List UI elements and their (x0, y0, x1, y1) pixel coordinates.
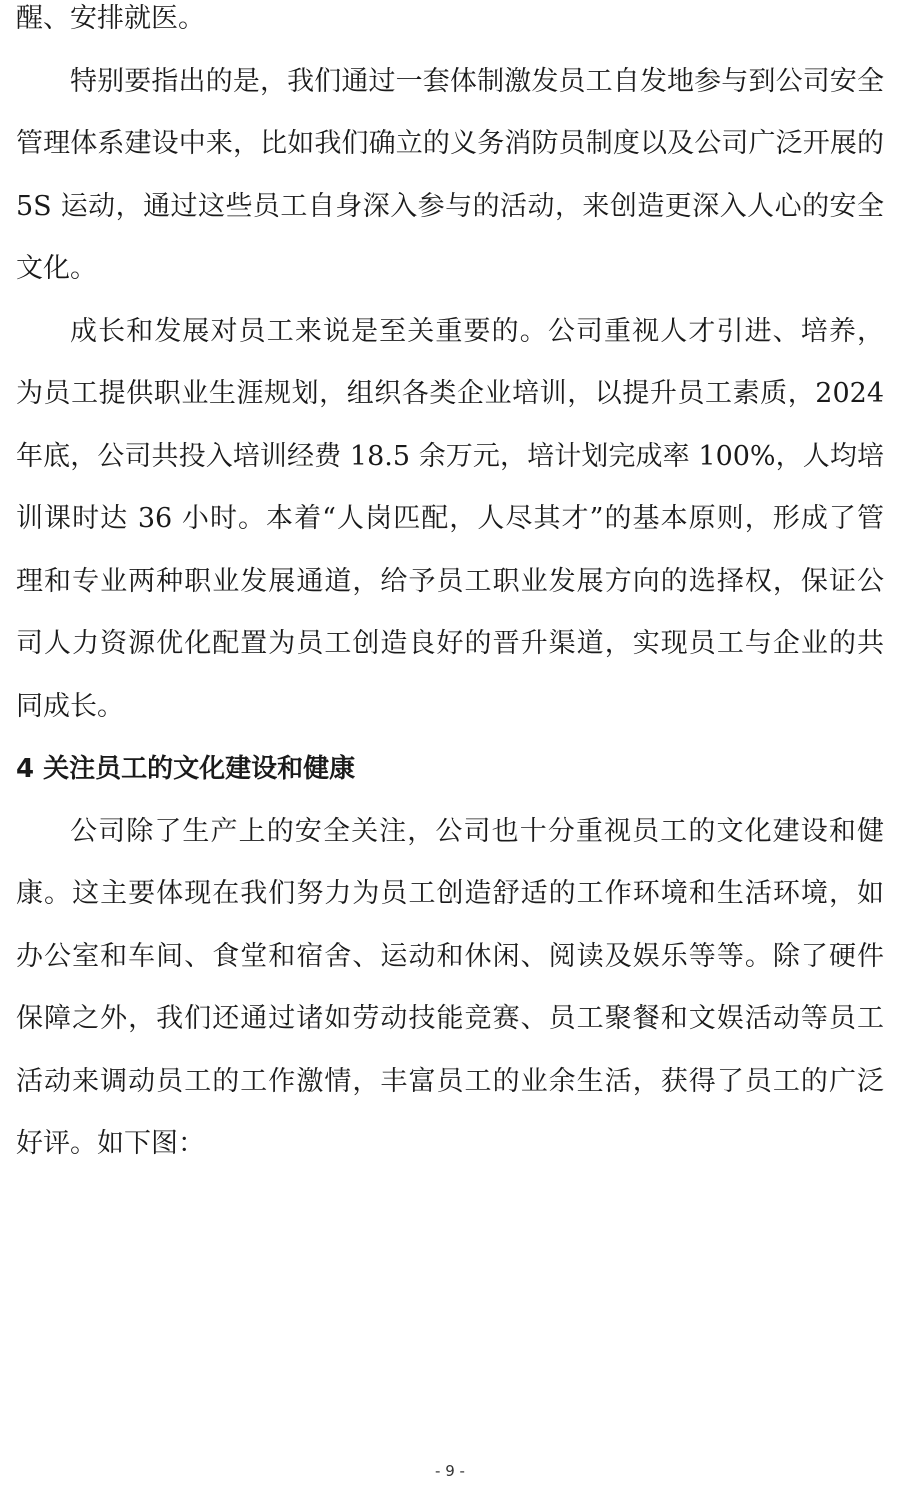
paragraph-line: 年底，公司共投入培训经费 18.5 余万元，培计划完成率 100%，人均培 (16, 440, 884, 472)
paragraph-line: 公司除了生产上的安全关注，公司也十分重视员工的文化建设和健 (70, 815, 884, 847)
paragraph-line: 同成长。 (16, 690, 124, 722)
section-heading: 4 关注员工的文化建设和健康 (16, 754, 356, 784)
paragraph-line: 办公室和车间、食堂和宿舍、运动和休闲、阅读及娱乐等等。除了硬件 (16, 940, 884, 972)
paragraph-line: 醒、安排就医。 (16, 3, 205, 34)
paragraph-line: 5S 运动，通过这些员工自身深入参与的活动，来创造更深入人心的安全 (16, 190, 884, 222)
paragraph-line: 司人力资源优化配置为员工创造良好的晋升渠道，实现员工与企业的共 (16, 628, 884, 659)
paragraph-line: 成长和发展对员工来说是至关重要的。公司重视人才引进、培养， (70, 315, 884, 347)
paragraph-line: 特别要指出的是，我们通过一套体制激发员工自发地参与到公司安全 (70, 65, 884, 97)
paragraph-line: 好评。如下图： (16, 1128, 205, 1159)
paragraph-line: 训课时达 36 小时。本着“人岗匹配，人尽其才”的基本原则，形成了管 (16, 503, 884, 534)
paragraph-line: 为员工提供职业生涯规划，组织各类企业培训，以提升员工素质，2024 (16, 378, 884, 409)
page-number: - 9 - (435, 1462, 465, 1480)
document-page (16, 0, 884, 1176)
paragraph-line: 活动来调动员工的工作激情，丰富员工的业余生活，获得了员工的广泛 (16, 1065, 884, 1097)
paragraph-line: 管理体系建设中来，比如我们确立的义务消防员制度以及公司广泛开展的 (16, 128, 884, 159)
paragraph-line: 保障之外，我们还通过诸如劳动技能竞赛、员工聚餐和文娱活动等员工 (16, 1003, 884, 1034)
paragraph-line: 理和专业两种职业发展通道，给予员工职业发展方向的选择权，保证公 (16, 565, 884, 597)
paragraph-line: 文化。 (16, 253, 97, 284)
paragraph-line: 康。这主要体现在我们努力为员工创造舒适的工作环境和生活环境，如 (16, 878, 884, 909)
